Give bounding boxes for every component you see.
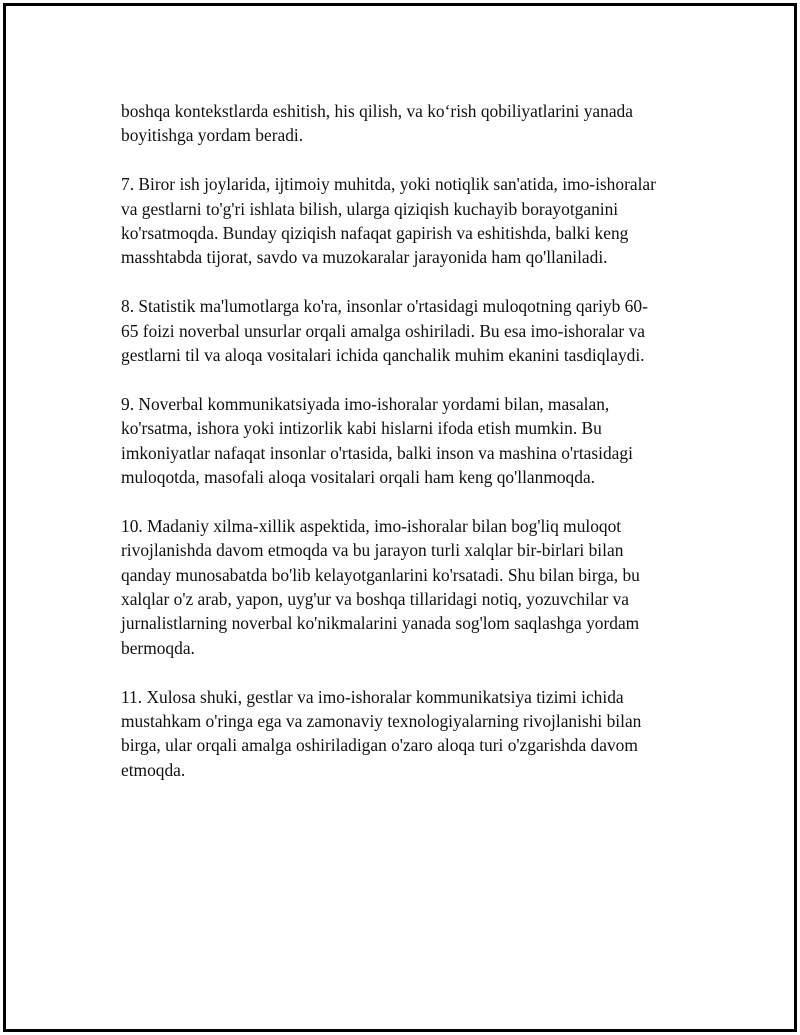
- page-frame: [3, 3, 797, 1032]
- document-body: [121, 99, 696, 807]
- paragraph-continuation: boshqa kontekstlarda eshitish, his qilish, va ko‘rish qobiliyatlarini yanada boyitishga yordam beradi.: [121, 101, 633, 146]
- paragraph-7: 7. Biror ish joylarida, ijtimoiy muhitda, yoki notiqlik san'atida, imo-ishoralar va gestlarni to'g'ri ishlata bilish, ularga qiziqish kuchayib borayotganini ko'rsatmoqda. Bunday qiziqish nafaqat gapirish va eshitishda, balki keng masshtabda tijorat, savdo va muzokaralar jarayonida ham qo'llaniladi.: [121, 174, 656, 268]
- paragraph-9: 9. Noverbal kommunikatsiyada imo-ishoralar yordami bilan, masalan, ko'rsatma, ishora yoki intizorlik kabi hislarni ifoda etish mumkin. Bu imkoniyatlar nafaqat insonlar o'rtasida, balki inson va mashina o'rtasidagi muloqotda, masofali aloqa vositalari orqali ham keng qo'llanmoqda.: [121, 393, 633, 488]
- paragraph-8: 8. Statistik ma'lumotlarga ko'ra, insonlar o'rtasidagi muloqotning qariyb 60- 65 foizi noverbal unsurlar orqali amalga oshiriladi. Bu esa imo-ishoralar va gestlarni til va aloqa vositalari ichida qanchalik muhim ekanini tasdiqlaydi.: [121, 296, 648, 366]
- paragraph-11: 11. Xulosa shuki, gestlar va imo-ishoralar kommunikatsiya tizimi ichida mustahkam o'ringa ega va zamonaviy texnologiyalarning rivojlanishi bilan birga, ular orqali amalga oshiriladigan o'zaro aloqa turi o'zgarishda davom etmoqda.: [121, 686, 642, 780]
- paragraph-10: 10. Madaniy xilma-xillik aspektida, imo-ishoralar bilan bog'liq muloqot rivojlanishda davom etmoqda va bu jarayon turli xalqlar bir-birlari bilan qanday munosabatda bo'lib kelayotganlarini ko'rsatadi. Shu bilan birga, bu xalqlar o'z arab, yapon, uyg'ur va boshqa tillaridagi notiq, yozuvchilar va jurnalistlarning noverbal ko'nikmalarini yanada sog'lom saqlashga yordam bermoqda.: [121, 515, 640, 658]
